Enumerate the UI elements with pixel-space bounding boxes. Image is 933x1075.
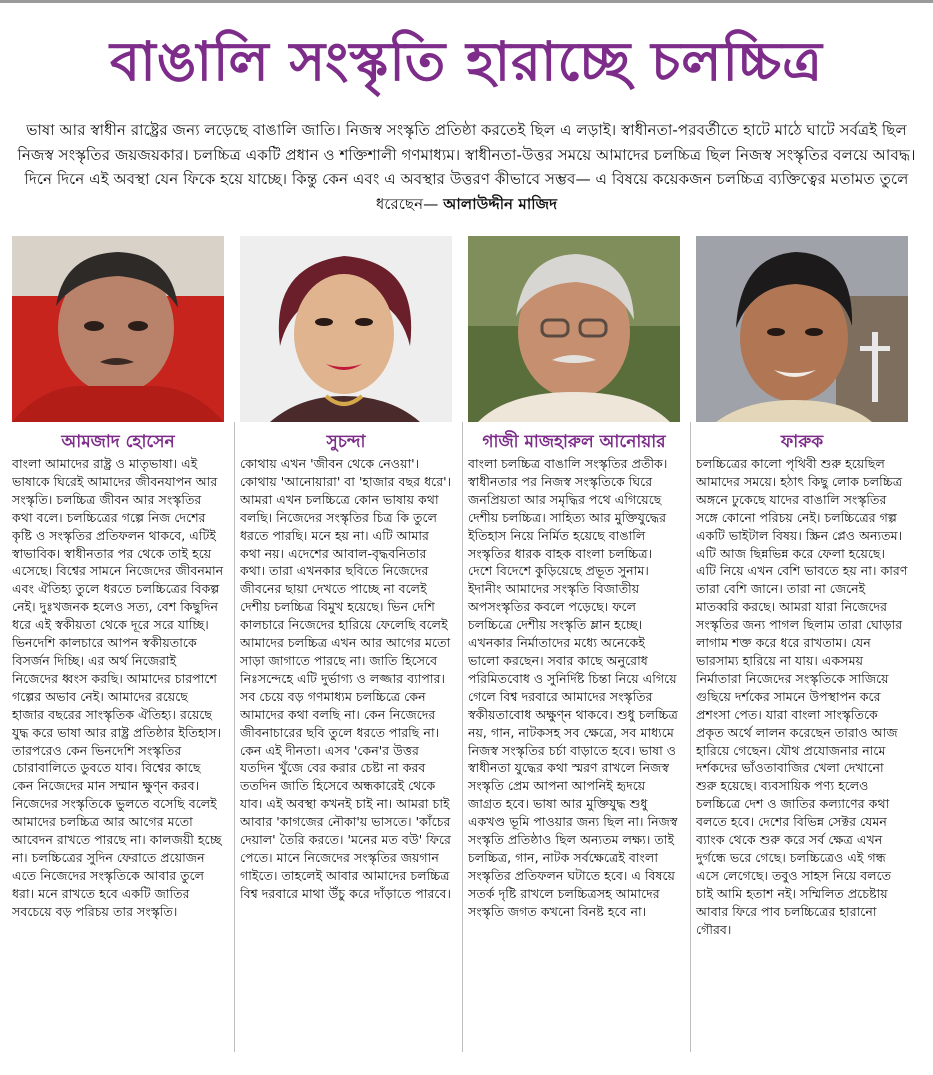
column-3 (468, 236, 680, 1075)
column-text-2: কোথায় এখন 'জীবন থেকে নেওয়া'। কোথায় 'আনোয়ারা' বা 'হাজার বছর ধরে'। আমরা এখন চলচ্চিত্রে কোন ভাষায় কথা বলছি। নিজেদের সংস্কৃতির চিত্র কি তুলে ধরতে পারছি। মনে হয় না। এটি আমার কথা নয়। এদেশের আবাল-বৃদ্ধবনিতার কথা। তারা এখনকার ছবিতে নিজেদের জীবনের ছায়া দেখতে পাচ্ছে না বলেই দেশীয় চলচ্চিত্র বিমুখ হয়েছে। ভিন দেশি কালচারে নিজেদের হারিয়ে ফেলেছি বলেই আমাদের চলচ্চিত্র এখন আর আগের মতো সাড়া জাগাতে পারছে না। জাতি হিসেবে নিঃসন্দেহে এটি দুর্ভাগ্য ও লজ্জার ব্যাপার। সব চেয়ে বড় গণমাধ্যম চলচ্চিত্রে কেন আমাদের কথা বলছি না। কেন নিজেদের জীবনাচারের ছবি তুলে ধরতে পারছি না। কেন এই দীনতা। এসব 'কেন'র উত্তর যতদিন খুঁজে বের করার চেষ্টা না করব ততদিন জাতি হিসেবে অন্ধকারেই থেকে যাব। এই অবস্থা কখনই চাই না। আমরা চাই আবার 'কাগজের নৌকা'য় ভাসতে। 'কাঁচের দেয়াল' তৈরি করতে। 'মনের মত বউ' ফিরে পেতে। মানে নিজেদের সংস্কৃতির জয়গান গাইতে। তাহলেই আবার আমাদের চলচ্চিত্র বিশ্ব দরবারে মাথা উঁচু করে দাঁড়াতে পারবে। (240, 456, 452, 901)
column-1 (12, 236, 224, 1075)
column-divider (690, 422, 691, 1052)
portrait-photo-3 (468, 236, 680, 422)
column-4 (696, 236, 908, 1075)
portrait-photo-1 (12, 236, 224, 422)
intro-paragraph (14, 118, 919, 216)
person-name-2: সুচন্দা (326, 432, 366, 452)
page-headline: বাঙালি সংস্কৃতি হারাচ্ছে চলচ্চিত্র (110, 30, 823, 93)
person-name-3: গাজী মাজহারুল আনোয়ার (482, 432, 666, 452)
column-divider (462, 422, 463, 1052)
column-divider (234, 422, 235, 1052)
top-rule (0, 0, 933, 3)
column-text-3: বাংলা চলচ্চিত্র বাঙালি সংস্কৃতির প্রতীক। স্বাধীনতার পর নিজস্ব সংস্কৃতিকে ঘিরে জনপ্রিয়তা আর সমৃদ্ধির পথে এগিয়েছে দেশীয় চলচ্চিত্র। সাহিত্য আর মুক্তিযুদ্ধের ইতিহাস নিয়ে নির্মিত হয়েছে বাঙালি সংস্কৃতির ধারক বাহক বাংলা চলচ্চিত্র। দেশে বিদেশে কুড়িয়েছে প্রভূত সুনাম। ইদানীং আমাদের সংস্কৃতি বিজাতীয় অপসংস্কৃতির কবলে পড়েছে। ফলে চলচ্চিত্রে দেশীয় সংস্কৃতি ম্লান হচ্ছে। এখনকার নির্মাতাদের মধ্যে অনেকেই ভালো করছেন। সবার কাছে অনুরোধ পরিমিতবোধ ও সুনির্দিষ্ট চিন্তা নিয়ে এগিয়ে গেলে বিশ্ব দরবারে আমাদের সংস্কৃতির স্বকীয়তাবোধ অক্ষুণ্ন থাকবে। শুধু চলচ্চিত্র নয়, গান, নাটকসহ সব ক্ষেত্রে, সব মাধ্যমে নিজস্ব সংস্কৃতির চর্চা বাড়াতে হবে। ভাষা ও স্বাধীনতা যুদ্ধের কথা স্মরণ রাখলে নিজস্ব সংস্কৃতি প্রেম আপনা আপনিই হৃদয়ে জাগ্রত হবে। ভাষা আর মুক্তিযুদ্ধ শুধু একখণ্ড ভূমি পাওয়ার জন্য ছিল না। নিজস্ব সংস্কৃতি প্রতিষ্ঠাও ছিল অন্যতম লক্ষ্য। তাই চলচ্চিত্র, গান, নাটক সর্বক্ষেত্রেই বাংলা সংস্কৃতির প্রতিফলন ঘটাতে হবে। এ বিষয়ে সতর্ক দৃষ্টি রাখলে চলচ্চিত্রসহ আমাদের সংস্কৃতি জগত কখনো বিনষ্ট হবে না। (468, 456, 678, 919)
person-name-1: আমজাদ হোসেন (61, 432, 175, 452)
intro-byline: আলাউদ্দীন মাজিদ (443, 194, 558, 213)
column-text-1: বাংলা আমাদের রাষ্ট্র ও মাতৃভাষা। এই ভাষাকে ঘিরেই আমাদের জীবনযাপন আর সংস্কৃতি। চলচ্চিত্র জীবন আর সংস্কৃতির কথা বলে। চলচ্চিত্রের গল্পে নিজ দেশের কৃষ্টি ও সংস্কৃতির প্রতিফলন থাকবে, এটিই স্বাভাবিক। স্বাধীনতার পর থেকে তাই হয়ে এসেছে। বিশ্বের সামনে নিজেদের জীবনমান এবং ঐতিহ্য তুলে ধরতে চলচ্চিত্রের বিকল্প নেই। দুঃখজনক হলেও সত্য, বেশ কিছুদিন ধরে এই স্বকীয়তা থেকে দূরে সরে যাচ্ছি। ভিনদেশি কালচারে আপন স্বকীয়তাকে বিসর্জন দিচ্ছি। এর অর্থ নিজেরাই নিজেদের ধ্বংস করছি। আমাদের চারপাশে গল্পের অভাব নেই। আমাদের রয়েছে হাজার বছরের সাংস্কৃতিক ঐতিহ্য। রয়েছে যুদ্ধ করে ভাষা আর রাষ্ট্র প্রতিষ্ঠার ইতিহাস। তারপরেও কেন ভিনদেশি সংস্কৃতির চোরাবালিতে ডুবতে যাব। বিশ্বের কাছে কেন নিজেদের মান সম্মান ক্ষুণ্ন করব। নিজেদের সংস্কৃতিকে ভুলতে বসেছি বলেই আমাদের চলচ্চিত্র আর আগের মতো আবেদন রাখতে পারছে না। কালজয়ী হচ্ছে না। চলচ্চিত্রের সুদিন ফেরাতে প্রয়োজন এতে নিজেদের সংস্কৃতিকে আবার তুলে ধরা। মনে রাখতে হবে একটি জাতির সবচেয়ে বড় পরিচয় তার সংস্কৃতি। (12, 456, 224, 919)
column-text-4: চলচ্চিত্রের কালো পৃথিবী শুরু হয়েছিল আমাদের সময়ে। হঠাৎ কিছু লোক চলচ্চিত্র অঙ্গনে ঢুকেছে যাদের বাঙালি সংস্কৃতির সঙ্গে কোনো পরিচয় নেই। চলচ্চিত্রের গল্প একটি ভাইটাল বিষয়। স্ক্রিন প্লেও অন্যতম। এটি আজ ছিন্নভিন্ন করে ফেলা হয়েছে। এটি নিয়ে এখন বেশি ভাবতে হয় না। কারণ তারা বেশি জানে। তারা না জেনেই মাতব্বরি করছে। আমরা যারা নিজেদের সংস্কৃতির জন্য পাগল ছিলাম তারা ঘোড়ার লাগাম শক্ত করে ধরে রাখতাম। যেন ভারসাম্য হারিয়ে না যায়। একসময় নির্মাতারা নিজেদের সংস্কৃতিকে সাজিয়ে গুছিয়ে দর্শকের সামনে উপস্থাপন করে প্রশংসা পেত। যারা বাংলা সাংস্কৃতিকে প্রকৃত অর্থে লালন করেছেন তারাও আজ হারিয়ে গেছেন। যৌথ প্রযোজনার নামে দর্শকদের ভাঁওতাবাজির খেলা দেখানো শুরু হয়েছে। ব্যবসায়িক পণ্য হলেও চলচ্চিত্রে দেশ ও জাতির কল্যাণের কথা বলতে হবে। দেশের বিভিন্ন সেক্টর যেমন ব্যাংক থেকে শুরু করে সর্ব ক্ষেত্র এখন দুর্গন্ধে ভরে গেছে। চলচ্চিত্রেও এই গন্ধ এসে লেগেছে। তবুও সাহস নিয়ে বলতে চাই আমি হতাশ নই। সম্মিলিত প্রচেষ্টায় আবার ফিরে পাব চলচ্চিত্রের হারানো গৌরব। (696, 456, 908, 937)
intro-text: ভাষা আর স্বাধীন রাষ্ট্রের জন্য লড়েছে বাঙালি জাতি। নিজস্ব সংস্কৃতি প্রতিষ্ঠা করতেই ছিল এ লড়াই। স্বাধীনতা-পরবর্তীতে হাটে মাঠে ঘাটে সর্বত্রই ছিল নিজস্ব সংস্কৃতির জয়জয়কার। চলচ্চিত্র একটি প্রধান ও শক্তিশালী গণমাধ্যম। স্বাধীনতা-উত্তর সময়ে আমাদের চলচ্চিত্র ছিল নিজস্ব সংস্কৃতির বলয়ে আবদ্ধ। দিনে দিনে এই অবস্থা যেন ফিকে হয়ে যাচ্ছে। কিন্তু কেন এবং এ অবস্থার উত্তরণ কীভাবে সম্ভব— এ বিষয়ে কয়েকজন চলচ্চিত্র ব্যক্তিত্বের মতামত তুলে ধরেছেন— (17, 121, 916, 213)
portrait-photo-4 (696, 236, 908, 422)
person-name-4: ফারুক (780, 432, 824, 452)
portrait-photo-2 (240, 236, 452, 422)
column-2 (240, 236, 452, 1075)
